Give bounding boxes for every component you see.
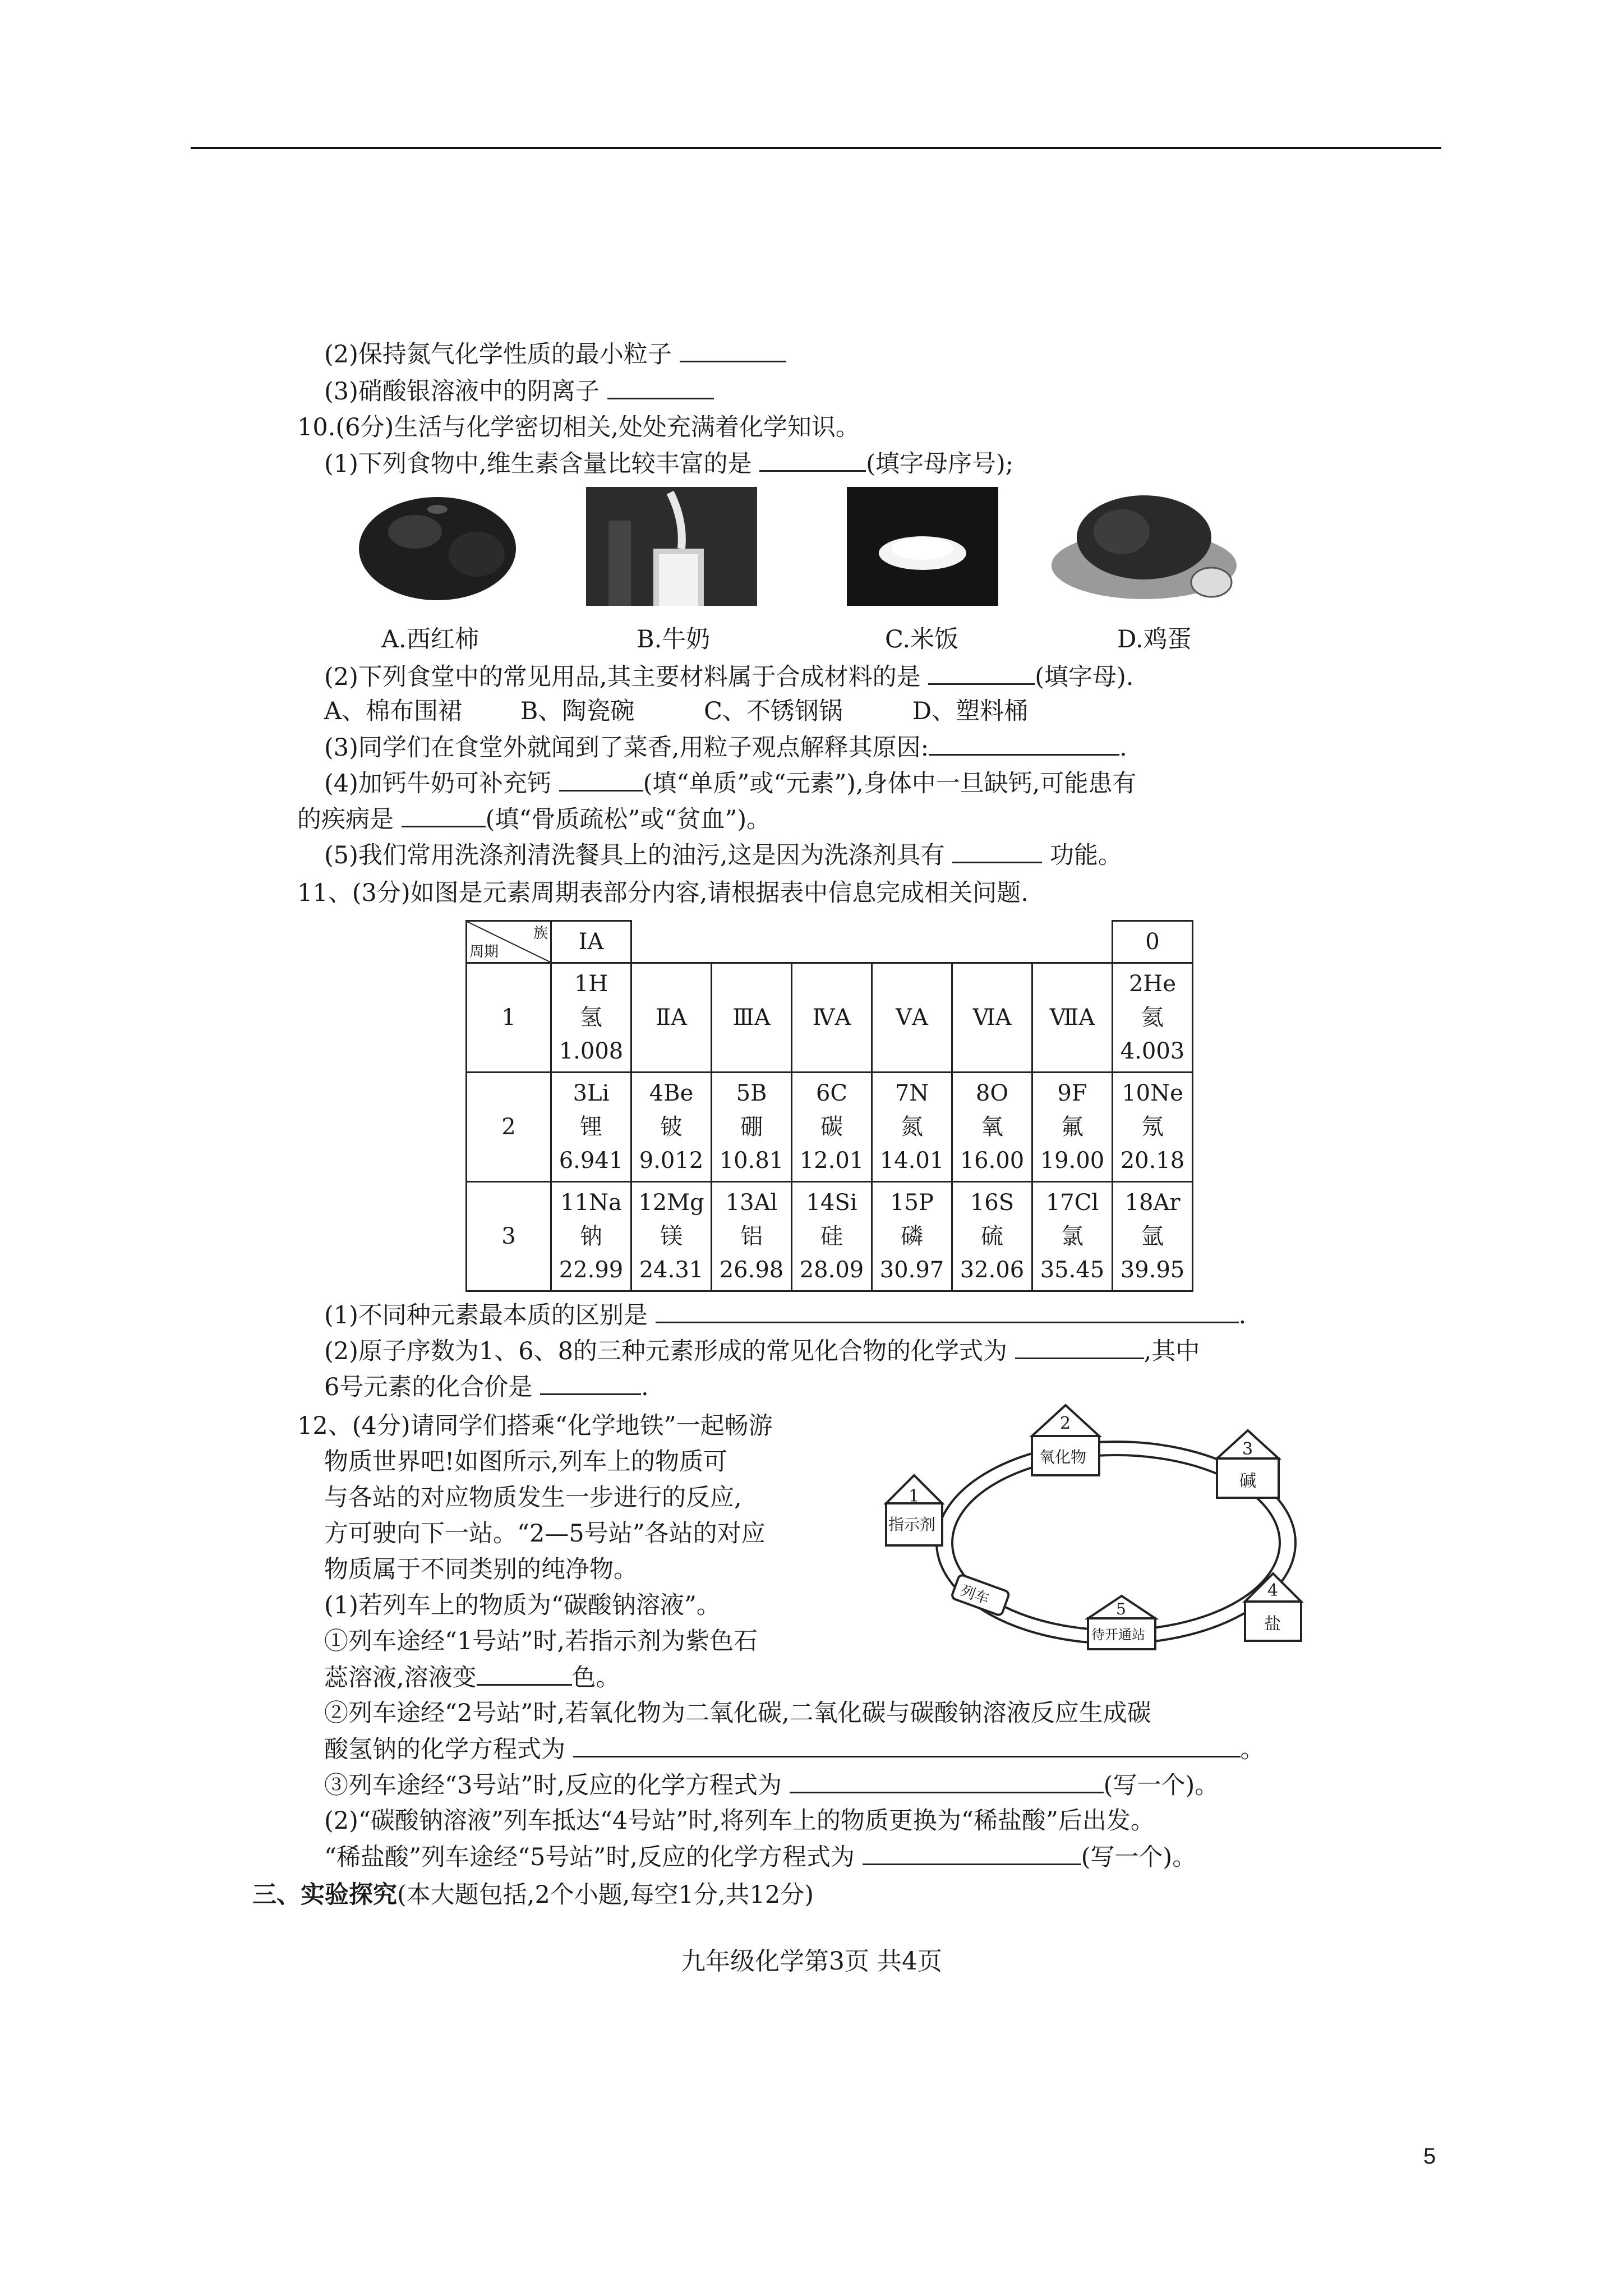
corner-period-label: 周期: [469, 944, 499, 960]
station-num: 5: [1116, 1600, 1126, 1618]
answer-blank[interactable]: [607, 375, 714, 399]
q10-item-4-cont: 的疾病是 (填“骨质疏松”或“贫血”)。: [297, 803, 771, 835]
q12-line: 12、(4分)请同学们搭乘“化学地铁”一起畅游: [297, 1412, 773, 1440]
station-name: 盐: [1264, 1614, 1281, 1634]
answer-blank[interactable]: [402, 803, 486, 827]
header-gap: [631, 921, 1113, 963]
station-num: 2: [1060, 1414, 1071, 1433]
q12-line: “稀盐酸”列车途经“5号站”时,反应的化学方程式为 (写一个)。: [324, 1841, 1196, 1873]
answer-blank[interactable]: [929, 731, 1119, 756]
station-num: 1: [909, 1487, 920, 1506]
q12-line: (2)“碳酸钠溶液”列车抵达“4号站”时,将列车上的物质更换为“稀盐酸”后出发。: [324, 1807, 1155, 1835]
answer-blank[interactable]: [790, 1769, 1104, 1793]
corner-group-label: 族: [533, 925, 548, 942]
station-1-icon: [886, 1475, 942, 1545]
q10-item-2: (2)下列食堂中的常见用品,其主要材料属于合成材料的是 (填字母).: [324, 661, 1133, 693]
station-num: 3: [1242, 1439, 1253, 1459]
station-name: 待开通站: [1091, 1627, 1145, 1642]
q12-line: 物质世界吧!如图所示,列车上的物质可: [324, 1448, 727, 1476]
group-header: ⅢA: [712, 963, 792, 1073]
station-name: 指示剂: [888, 1515, 936, 1534]
q12-line: 酸氢钠的化学方程式为 。: [324, 1733, 1265, 1765]
answer-blank[interactable]: [928, 661, 1035, 685]
q10-item-5: (5)我们常用洗涤剂清洗餐具上的油污,这是因为洗涤剂具有 功能。: [324, 839, 1122, 871]
option-b[interactable]: B、陶瓷碗: [520, 697, 635, 725]
q12-line: 与各站的对应物质发生一步进行的反应,: [324, 1484, 742, 1512]
answer-blank[interactable]: [559, 767, 643, 792]
q12-line: (1)若列车上的物质为“碳酸钠溶液”。: [324, 1591, 721, 1619]
element-cell: 6C 碳 12.01: [792, 1073, 872, 1182]
element-cell: 3Li 锂 6.941: [551, 1073, 631, 1182]
header-rule: [191, 147, 1441, 149]
periodic-table: [465, 920, 1193, 1292]
food-label-a: A.西红柿: [381, 625, 479, 654]
element-cell: 13Al 铝 26.98: [712, 1182, 792, 1291]
period-number: 3: [467, 1182, 551, 1291]
chemistry-metro-diagram: [880, 1402, 1329, 1666]
element-cell: 1H 氢 1.008: [551, 963, 631, 1073]
q12-line: 方可驶向下一站。“2—5号站”各站的对应: [324, 1520, 766, 1548]
answer-blank[interactable]: [952, 839, 1042, 863]
element-cell: 15P 磷 30.97: [872, 1182, 952, 1291]
element-cell: 9F 氟 19.00: [1032, 1073, 1113, 1182]
q9-item-2: (2)保持氮气化学性质的最小粒子: [324, 338, 786, 370]
option-a[interactable]: A、棉布围裙: [324, 697, 463, 725]
group-header: ⅦA: [1032, 963, 1113, 1073]
food-label-c: C.米饭: [885, 625, 959, 654]
food-label-d: D.鸡蛋: [1117, 625, 1192, 654]
element-cell: 5B 硼 10.81: [712, 1073, 792, 1182]
element-cell: 4Be 铍 9.012: [631, 1073, 712, 1182]
milk-photo: [586, 487, 757, 606]
answer-blank[interactable]: [863, 1841, 1081, 1865]
page-number: 5: [1423, 2144, 1436, 2169]
tomato-photo: [353, 487, 522, 606]
option-d[interactable]: D、塑料桶: [912, 697, 1029, 725]
element-cell: 7N 氮 14.01: [872, 1073, 952, 1182]
q12-line: 物质属于不同类别的纯净物。: [324, 1556, 638, 1584]
q10-item-1: (1)下列食物中,维生素含量比较丰富的是 (填字母序号);: [324, 448, 1013, 480]
q11-item-2: (2)原子序数为1、6、8的三种元素形成的常见化合物的化学式为 ,其中: [324, 1335, 1200, 1367]
q12-line: ③列车途经“3号站”时,反应的化学方程式为 (写一个)。: [324, 1769, 1219, 1801]
element-cell: 8O 氧 16.00: [952, 1073, 1032, 1182]
q11-item-1: (1)不同种元素最本质的区别是 .: [324, 1299, 1246, 1331]
section-3-heading: 三、实验探究(本大题包括,2个小题,每空1分,共12分): [252, 1881, 814, 1909]
group-header-0: 0: [1113, 921, 1193, 963]
q9-item-3: (3)硝酸银溶液中的阴离子: [324, 375, 714, 407]
q12-line: 蕊溶液,溶液变 色。: [324, 1662, 620, 1694]
station-name: 碱: [1239, 1471, 1256, 1491]
food-label-b: B.牛奶: [637, 625, 711, 654]
q10-item-2-options: [324, 696, 1028, 727]
element-cell: 17Cl 氯 35.45: [1032, 1182, 1113, 1291]
answer-blank[interactable]: [680, 338, 786, 362]
train-label: 列车: [958, 1582, 992, 1608]
egg-photo: [1049, 487, 1239, 606]
answer-blank[interactable]: [656, 1299, 1239, 1323]
rice-photo: [847, 487, 998, 606]
option-c[interactable]: C、不锈钢锅: [704, 697, 843, 725]
period-number: 2: [467, 1073, 551, 1182]
q12-line: ②列车途经“2号站”时,若氧化物为二氧化碳,二氧化碳与碳酸钠溶液反应生成碳: [324, 1699, 1151, 1727]
station-name: 氧化物: [1039, 1448, 1087, 1466]
period-number: 1: [467, 963, 551, 1073]
element-cell: 2He 氦 4.003: [1113, 963, 1193, 1073]
page-footer: 九年级化学第3页 共4页: [681, 1947, 942, 1976]
q12-line: ①列车途经“1号站”时,若指示剂为紫色石: [324, 1627, 758, 1655]
q11-item-2-cont: 6号元素的化合价是 .: [324, 1371, 649, 1403]
q10-item-3: (3)同学们在食堂外就闻到了菜香,用粒子观点解释其原因: .: [324, 731, 1127, 763]
element-cell: 11Na 钠 22.99: [551, 1182, 631, 1291]
q11-title: 11、(3分)如图是元素周期表部分内容,请根据表中信息完成相关问题.: [297, 879, 1029, 907]
element-cell: 12Mg 镁 24.31: [631, 1182, 712, 1291]
element-cell: 18Ar 氩 39.95: [1113, 1182, 1193, 1291]
element-cell: 10Ne 氖 20.18: [1113, 1073, 1193, 1182]
answer-blank[interactable]: [759, 448, 866, 472]
station-num: 4: [1267, 1581, 1279, 1600]
q10-item-4: (4)加钙牛奶可补充钙 (填“单质”或“元素”),身体中一旦缺钙,可能患有: [324, 767, 1136, 799]
table-corner: [467, 921, 551, 963]
group-header: ⅤA: [872, 963, 952, 1073]
element-cell: 14Si 硅 28.09: [792, 1182, 872, 1291]
group-header-ia: ⅠA: [551, 921, 631, 963]
answer-blank[interactable]: [540, 1371, 641, 1395]
q10-title: 10.(6分)生活与化学密切相关,处处充满着化学知识。: [297, 413, 860, 441]
group-header: ⅥA: [952, 963, 1032, 1073]
group-header: ⅣA: [792, 963, 872, 1073]
group-header: ⅡA: [631, 963, 712, 1073]
answer-blank[interactable]: [573, 1733, 1241, 1757]
answer-blank[interactable]: [477, 1662, 572, 1686]
answer-blank[interactable]: [1015, 1335, 1144, 1359]
element-cell: 16S 硫 32.06: [952, 1182, 1032, 1291]
